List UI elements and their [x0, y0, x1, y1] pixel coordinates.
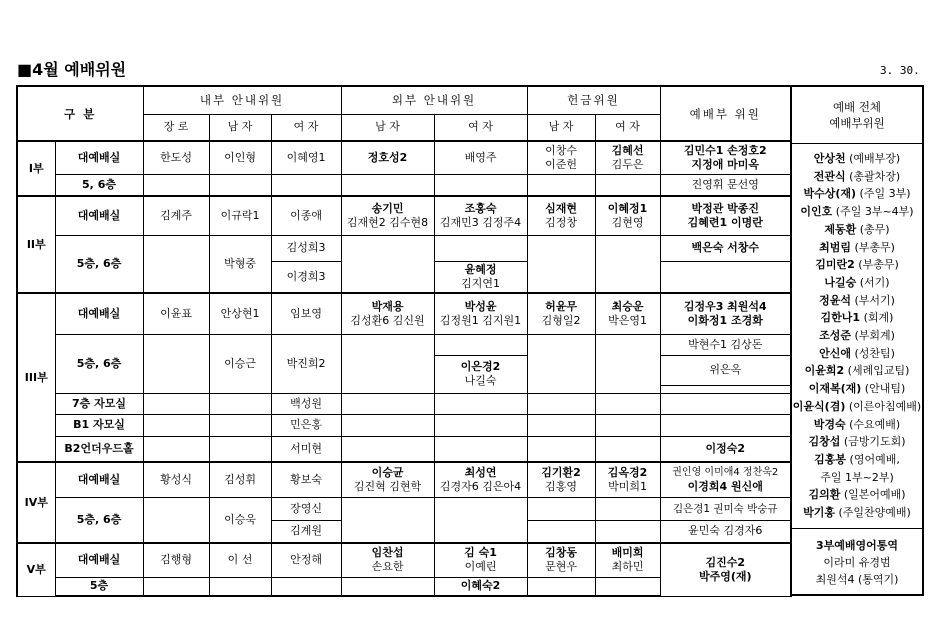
elder-cell: 한도성	[143, 141, 209, 174]
member-item: 안상천 (예배부장)	[813, 152, 901, 165]
panel-header-line2: 예배부위원	[829, 116, 885, 130]
member-item: 주일 1부~2부)	[820, 470, 894, 484]
worship-cell: 김정우3 최원석4 이화정1 조경화	[660, 293, 791, 334]
offering-male-cell: 심재현 김정창	[527, 196, 595, 235]
member-item: 박수상(재) (주일 3부)	[803, 187, 911, 201]
header-worship-committee: 예배부 위원	[660, 86, 791, 141]
inner-male-cell: 이규락1	[209, 196, 271, 235]
inner-female-cell: 장영신	[271, 497, 341, 520]
location-cell: 대예배실	[55, 293, 143, 334]
outer-female-cell: 이은경2 나길숙	[434, 355, 527, 393]
worship-cell: 윤민숙 김경자6	[660, 520, 791, 543]
outer-female-cell: 박성윤 김정원1 김지원1	[434, 293, 527, 334]
offering-female-cell: 김혜선 김두은	[595, 141, 660, 174]
part-label: IV부	[17, 462, 55, 543]
header-offering: 헌금위원	[527, 86, 660, 114]
offering-male-cell: 이창수 이준헌	[527, 141, 595, 174]
member-item: 김창섭 (금방기도회)	[808, 435, 906, 449]
member-item: 제동환 (총무)	[824, 222, 890, 236]
inner-male-cell: 이승욱	[209, 497, 271, 543]
member-item: 이윤희2 (세례입교팀)	[804, 364, 910, 378]
inner-female-cell: 이종애	[271, 196, 341, 235]
outer-male-cell: 이승균 김진혁 김현학	[341, 462, 434, 497]
inner-male-cell: 박형중	[209, 235, 271, 293]
header-outer-female: 여 자	[434, 114, 527, 141]
member-item: 김홍봉 (영어예배,	[814, 452, 900, 466]
worship-cell: 박현수1 김상돈	[660, 334, 791, 355]
location-cell: 5층	[55, 577, 143, 596]
english-worship-title: 3부예배영어통역	[815, 538, 899, 552]
outer-female-cell: 김 숙1 이예린	[434, 543, 527, 577]
offering-male-cell: 허윤무 김형일2	[527, 293, 595, 334]
outer-female-cell: 윤혜정 김지연1	[434, 261, 527, 293]
location-cell: B1 자모실	[55, 414, 143, 436]
panel-header-line1: 예배 전체	[832, 100, 882, 114]
inner-male-cell: 이인형	[209, 141, 271, 174]
inner-female-cell: 백성원	[271, 393, 341, 414]
inner-male-cell: 안상현1	[209, 293, 271, 334]
worship-cell: 김은경1 권미숙 박숭규	[660, 497, 791, 520]
member-item: 이재복(재) (안내팀)	[808, 382, 906, 396]
header-gubun: 구 분	[17, 86, 143, 141]
worship-cell: 김민수1 손정호2 지정애 마미옥	[660, 141, 791, 174]
inner-female-cell: 안정해	[271, 543, 341, 577]
inner-female-cell: 이혜영1	[271, 141, 341, 174]
header-inner-male: 남 자	[209, 114, 271, 141]
outer-female-cell: 조홍숙 김재민3 김정주4	[434, 196, 527, 235]
part-label: II부	[17, 196, 55, 293]
inner-female-cell: 김성희3	[271, 235, 341, 261]
header-jangro: 장 로	[143, 114, 209, 141]
inner-male-cell: 김성휘	[209, 462, 271, 497]
member-item: 최범림 (부총무)	[819, 240, 895, 254]
member-list	[792, 144, 922, 522]
worship-cell: 백은숙 서창수	[660, 235, 791, 261]
location-cell: 5층, 6층	[55, 235, 143, 293]
page-title: ■4월 예배위원	[17, 60, 127, 79]
header-outer-guide: 외부 안내위원	[341, 86, 527, 114]
offering-female-cell: 배미희 최하민	[595, 543, 660, 577]
worship-cell: 이정숙2	[660, 436, 791, 462]
worship-cell: 권인영 이미애4 정찬욱2 이경희4 원신애	[660, 462, 791, 497]
inner-female-cell: 김계원	[271, 520, 341, 543]
worship-cell: 박정관 박종진 김혜련1 이명란	[660, 196, 791, 235]
all-worship-committee-panel	[790, 85, 924, 596]
member-item: 김의환 (일본어예배)	[808, 488, 906, 502]
header-offering-female: 여 자	[595, 114, 660, 141]
member-item: 전관식 (총괄차장)	[813, 169, 901, 183]
outer-male-cell: 정호성2	[341, 141, 434, 174]
member-item: 조성준 (부회계)	[819, 329, 895, 343]
member-item: 이인호 (주일 3부~4부)	[800, 205, 914, 219]
date-label: 3. 30.	[880, 64, 920, 77]
location-cell: 대예배실	[55, 462, 143, 497]
elder-cell: 김계주	[143, 196, 209, 235]
inner-female-cell: 민은홍	[271, 414, 341, 436]
panel-header	[792, 87, 922, 144]
member-item: 박기홍 (주일찬양예배)	[803, 506, 911, 520]
worship-cell: 진영휘 문선영	[660, 174, 791, 196]
english-worship-line: 이라미 유경범	[823, 555, 891, 569]
location-cell: 5, 6층	[55, 174, 143, 196]
schedule-table	[16, 85, 792, 597]
location-cell: 7층 자모실	[55, 393, 143, 414]
part-label: V부	[17, 543, 55, 596]
worship-cell: 김진수2 박주영(재)	[660, 543, 791, 596]
inner-female-cell: 박진희2	[271, 334, 341, 393]
offering-female-cell: 최승운 박은영1	[595, 293, 660, 334]
location-cell: B2언더우드홀	[55, 436, 143, 462]
member-item: 정윤석 (부서기)	[819, 293, 895, 307]
location-cell: 5층, 6층	[55, 334, 143, 393]
header-outer-male: 남 자	[341, 114, 434, 141]
location-cell: 대예배실	[55, 196, 143, 235]
member-item: 안신애 (성찬팀)	[819, 346, 895, 360]
member-item: 박경숙 (수요예배)	[813, 417, 901, 431]
inner-female-cell: 황보숙	[271, 462, 341, 497]
english-worship-line: 최원석4 (통역기)	[815, 572, 899, 586]
inner-female-cell: 서미현	[271, 436, 341, 462]
part-label: III부	[17, 293, 55, 462]
header-inner-female: 여 자	[271, 114, 341, 141]
offering-male-cell: 김창동 문현우	[527, 543, 595, 577]
location-cell: 5층, 6층	[55, 497, 143, 543]
elder-cell: 황성식	[143, 462, 209, 497]
outer-female-cell: 이혜숙2	[434, 577, 527, 596]
inner-male-cell: 이승근	[209, 334, 271, 393]
elder-cell: 이윤표	[143, 293, 209, 334]
location-cell: 대예배실	[55, 141, 143, 174]
header-offering-male: 남 자	[527, 114, 595, 141]
member-item: 김미란2 (부총무)	[815, 258, 899, 272]
offering-male-cell: 김기환2 김홍영	[527, 462, 595, 497]
inner-female-cell: 임보영	[271, 293, 341, 334]
outer-male-cell: 임찬섭 손요한	[341, 543, 434, 577]
member-item: 이윤식(겸) (이른아침예배)	[792, 399, 922, 413]
outer-male-cell: 송기민 김재현2 김수현8	[341, 196, 434, 235]
location-cell: 대예배실	[55, 543, 143, 577]
worship-cell: 위은옥	[660, 355, 791, 385]
elder-cell: 김행형	[143, 543, 209, 577]
offering-female-cell: 김옥경2 박미희1	[595, 462, 660, 497]
header-inner-guide: 내부 안내위원	[143, 86, 341, 114]
outer-female-cell: 최성연 김경자6 김은아4	[434, 462, 527, 497]
outer-female-cell: 배영주	[434, 141, 527, 174]
member-item: 나길숭 (서기)	[824, 275, 890, 289]
english-worship-section	[792, 528, 922, 588]
inner-female-cell: 이경희3	[271, 261, 341, 293]
offering-female-cell: 이혜정1 김현영	[595, 196, 660, 235]
part-label: I부	[17, 141, 55, 196]
inner-male-cell: 이 선	[209, 543, 271, 577]
outer-male-cell: 박재용 김성환6 김신원	[341, 293, 434, 334]
member-item: 김한나1 (회계)	[820, 311, 894, 325]
